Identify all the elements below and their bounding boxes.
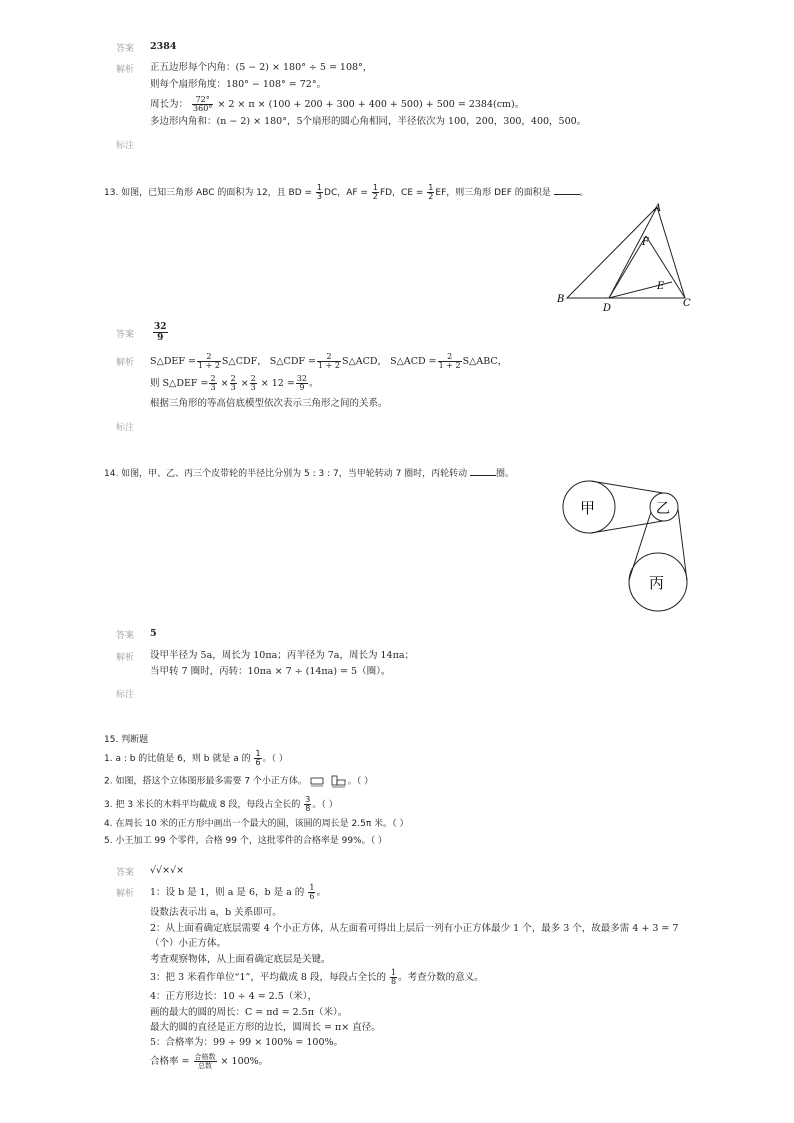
wheel-label-jia: 甲 [580, 499, 596, 517]
answer-label: 答案 [116, 631, 135, 641]
analysis-line: 5：合格率为：99 ÷ 99 × 100% = 100%。 [150, 1037, 344, 1048]
segment-ad [609, 207, 657, 298]
analysis-line: 4：正方形边长：10 ÷ 4 = 2.5（米）， [150, 991, 318, 1002]
answer-blank [470, 467, 496, 476]
fraction: $\frac{72^\circ}{360^\circ}$ [193, 95, 213, 113]
answer-label: 答案 [116, 868, 135, 878]
analysis-line: 设数法表示出 a，b 关系即可。 [150, 907, 282, 918]
analysis-text: 周长为： [150, 99, 189, 110]
triangle-abc [567, 207, 685, 298]
analysis-line: 考查观察物体，从上面看确定底层是关键。 [150, 954, 331, 965]
note-label: 标注 [116, 141, 135, 151]
analysis-line: 正五边形每个内角：(5 − 2) × 180° ÷ 5 = 108°， [150, 62, 373, 73]
analysis-line: 根据三角形的等高倍底模型依次表示三角形之间的关系。 [150, 398, 388, 409]
analysis-text: × 2 × π × (100 + 200 + 300 + 400 + 500) + 500 = 2384(cm)。 [217, 99, 525, 110]
segment-df [609, 236, 646, 298]
answer-label: 答案 [116, 44, 135, 54]
answer-label: 答案 [116, 330, 135, 340]
analysis-label: 解析 [116, 889, 135, 899]
judge-item: 4. 在周长 10 米的正方形中画出一个最大的圆，该圆的周长是 2.5π 米。（ ） [104, 819, 409, 829]
note-label: 标注 [116, 423, 135, 433]
point-label-a: A [654, 203, 662, 214]
judge-item: 5. 小王加工 99 个零件，合格 99 个，这批零件的合格率是 99%。（ ） [104, 836, 388, 846]
analysis-label: 解析 [116, 653, 135, 663]
wheel-label-yi: 乙 [656, 501, 670, 517]
point-label-b: B [557, 294, 565, 305]
question-13-stem: 13. 如图，已知三角形 ABC 的面积为 12，且 BD = $\frac{1}{3}$ DC，AF = $\frac{1}{2}$ FD，CE = $\frac{1}{2}$ EF，则三角形 DEF 的面积是 。 [104, 183, 589, 201]
point-label-f: F [642, 237, 649, 248]
belt-line [591, 521, 663, 533]
point-label-d: D [603, 303, 612, 314]
analysis-line: 2：从上面看确定底层需要 4 个小正方体，从左面看可得出上层后一列有小正方体最少 1 个，最多 3 个，故最多需 4 + 3 = 7 [150, 923, 679, 934]
belt-line [678, 509, 687, 581]
answer-value: 2384 [150, 41, 177, 52]
analysis-label: 解析 [116, 358, 135, 368]
analysis-line: S△DEF = $\frac{2}{1 + 2}$ S△CDF， S△CDF = $\frac{2}{1 + 2}$ S△ACD， S△ACD = $\frac{2}{1 + 2}$ S△ABC， [150, 352, 508, 370]
analysis-line: 1：设 b 是 1，则 a 是 6，b 是 a 的 $\frac{1}{6}$ 。 [150, 883, 326, 901]
answer-value: √√×√× [150, 865, 185, 876]
segment-fc [646, 236, 685, 298]
belt-line [591, 481, 663, 493]
analysis-line: 设甲半径为 5a，周长为 10πa；丙半径为 7a，周长为 14πa； [150, 650, 414, 661]
belt-line [629, 512, 651, 580]
cube-views-icon [310, 774, 348, 788]
wheel-label-bing: 丙 [649, 574, 665, 592]
judge-item: 2. 如图，搭这个立体图形最多需要 7 个小正方体。 。（ ） [104, 774, 373, 788]
answer-value: $\frac{32}{9}$ [154, 322, 167, 343]
analysis-line [150, 96, 524, 113]
judge-item: 1. a : b 的比值是 6，则 b 就是 a 的 $\frac{1}{6}$ 。（ ） [104, 749, 288, 767]
analysis-line: 则每个扇形角度：180° − 108° = 72°。 [150, 79, 327, 90]
analysis-line: 合格率 = $\frac{\text{合格数}}{\text{总数}}$ × 100%。 [150, 1053, 269, 1070]
analysis-line: 则 S△DEF = $\frac{2}{3}$ × $\frac{2}{3}$ × $\frac{2}{3}$ × 12 = $\frac{32}{9}$ 。 [150, 374, 319, 392]
analysis-line: 多边形内角和：(n − 2) × 180°，5个扇形的圆心角相同，半径依次为 100，200，300，400，500。 [150, 116, 587, 127]
analysis-line: 画的最大的圆的周长：C = πd = 2.5π（米）。 [150, 1007, 348, 1018]
question-15-title: 15. 判断题 [104, 735, 149, 745]
answer-blank [554, 186, 580, 195]
analysis-line: 3：把 3 米看作单位“1”，平均截成 8 段，每段占全长的 $\frac{1}{8}$ 。考查分数的意义。 [150, 968, 484, 986]
analysis-line: 当甲转 7 圈时，丙转：10πa × 7 ÷ (14πa) = 5（圈）。 [150, 666, 391, 677]
point-label-c: C [683, 298, 691, 309]
analysis-label: 解析 [116, 65, 135, 75]
point-label-e: E [657, 281, 665, 292]
analysis-line: 最大的圆的直径是正方形的边长，圆周长 = π× 直径。 [150, 1022, 381, 1033]
analysis-line: （个）小正方体。 [150, 938, 227, 949]
judge-item: 3. 把 3 米长的木料平均截成 8 段，每段占全长的 $\frac{3}{8}$ 。（ ） [104, 795, 338, 813]
triangle-figure [555, 200, 700, 315]
answer-value: 5 [150, 628, 157, 639]
pulley-figure [558, 478, 698, 613]
question-14-stem: 14. 如图，甲、乙、丙三个皮带轮的半径比分别为 5 : 3 : 7，当甲轮转动 7 圈时，丙轮转动 圈。 [104, 469, 515, 479]
note-label: 标注 [116, 690, 135, 700]
